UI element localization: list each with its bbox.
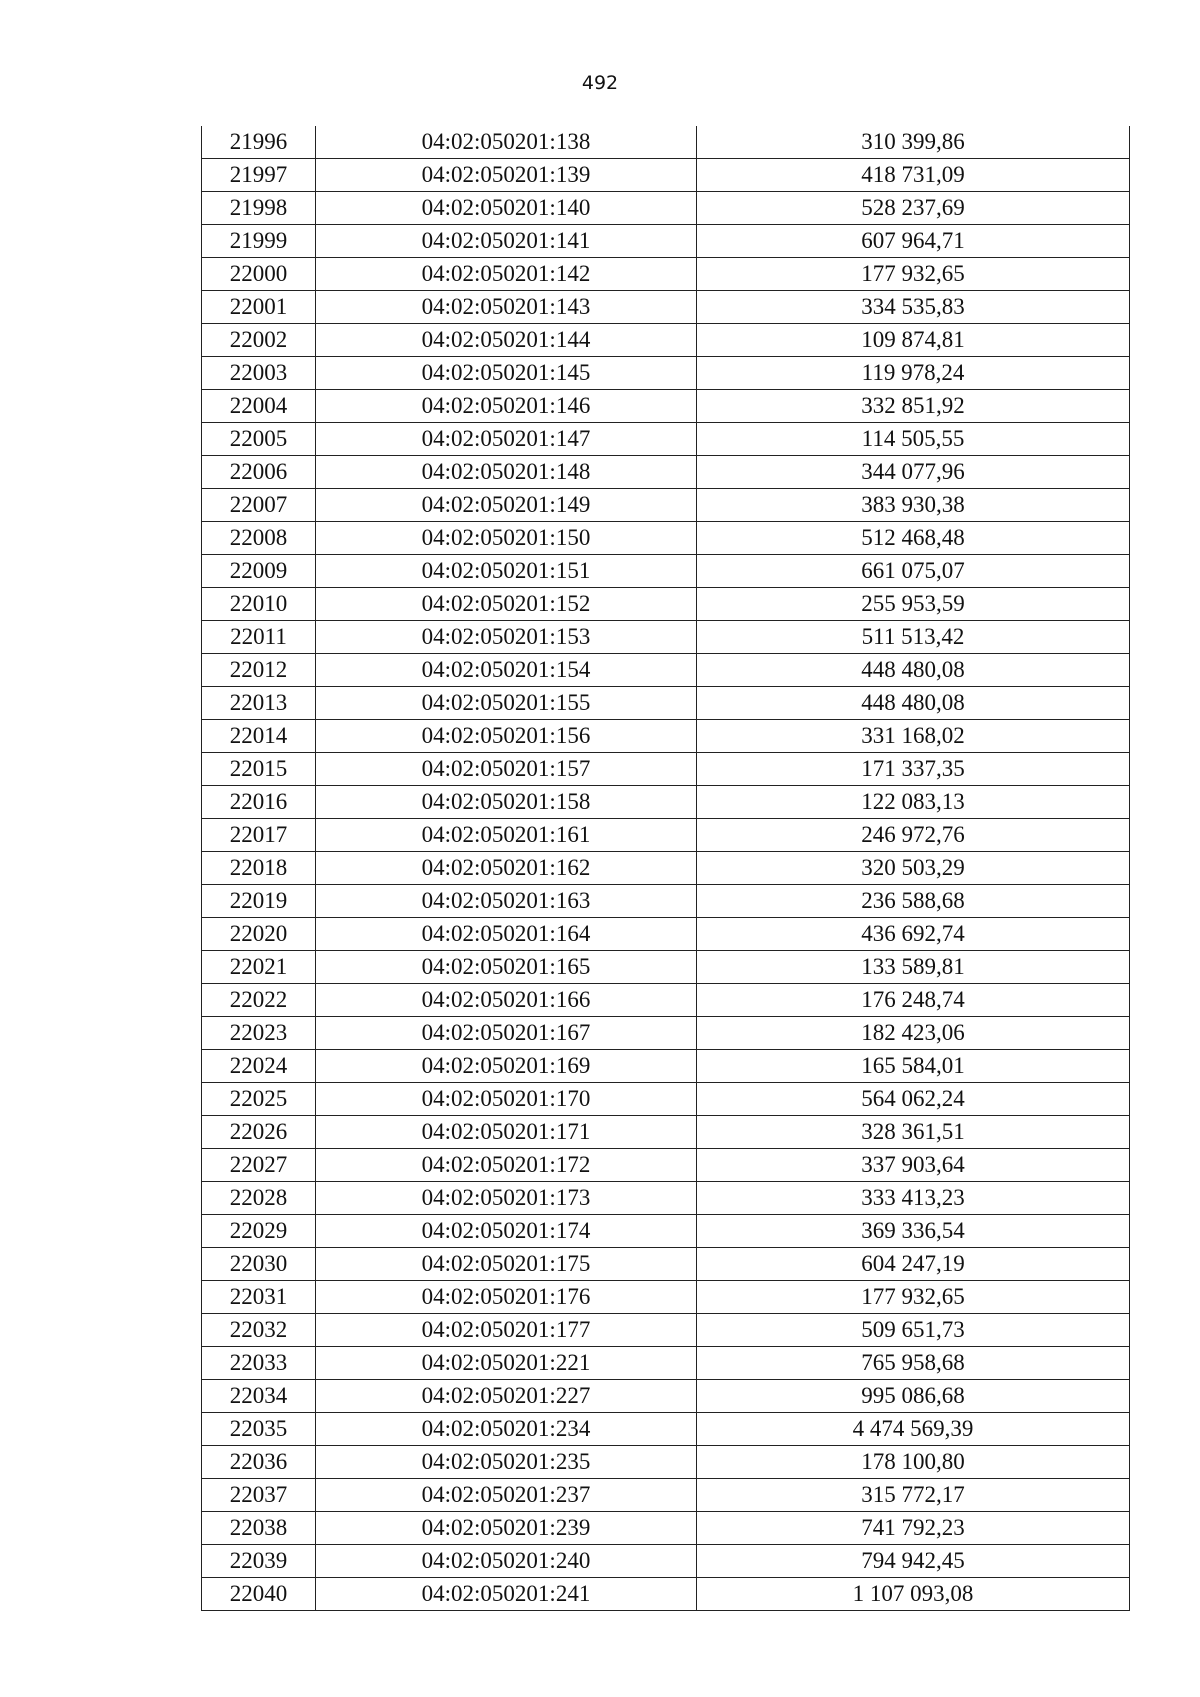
cadastral-number-cell: 04:02:050201:162 — [316, 852, 697, 885]
row-number-cell: 22024 — [202, 1050, 316, 1083]
table-row — [202, 390, 1130, 423]
cadastral-value-cell: 765 958,68 — [697, 1347, 1130, 1380]
table-row — [202, 819, 1130, 852]
row-number-cell: 22036 — [202, 1446, 316, 1479]
cadastral-value-cell: 236 588,68 — [697, 885, 1130, 918]
cadastral-value-cell: 255 953,59 — [697, 588, 1130, 621]
table-row — [202, 1512, 1130, 1545]
table-row — [202, 654, 1130, 687]
cadastral-value-cell: 332 851,92 — [697, 390, 1130, 423]
cadastral-number-cell: 04:02:050201:237 — [316, 1479, 697, 1512]
cadastral-value-cell: 661 075,07 — [697, 555, 1130, 588]
table-row — [202, 720, 1130, 753]
cadastral-number-cell: 04:02:050201:239 — [316, 1512, 697, 1545]
table-row — [202, 1479, 1130, 1512]
cadastral-value-cell: 418 731,09 — [697, 159, 1130, 192]
row-number-cell: 22023 — [202, 1017, 316, 1050]
cadastral-value-cell: 333 413,23 — [697, 1182, 1130, 1215]
row-number-cell: 22034 — [202, 1380, 316, 1413]
row-number-cell: 22003 — [202, 357, 316, 390]
row-number-cell: 22027 — [202, 1149, 316, 1182]
cadastral-value-cell: 448 480,08 — [697, 687, 1130, 720]
row-number-cell: 22030 — [202, 1248, 316, 1281]
row-number-cell: 22039 — [202, 1545, 316, 1578]
cadastral-value-cell: 182 423,06 — [697, 1017, 1130, 1050]
cadastral-number-cell: 04:02:050201:142 — [316, 258, 697, 291]
cadastral-value-cell: 331 168,02 — [697, 720, 1130, 753]
row-number-cell: 22025 — [202, 1083, 316, 1116]
cadastral-number-cell: 04:02:050201:167 — [316, 1017, 697, 1050]
cadastral-number-cell: 04:02:050201:153 — [316, 621, 697, 654]
table-row — [202, 1446, 1130, 1479]
cadastral-value-cell: 320 503,29 — [697, 852, 1130, 885]
cadastral-number-cell: 04:02:050201:221 — [316, 1347, 697, 1380]
table-row — [202, 258, 1130, 291]
cadastral-number-cell: 04:02:050201:240 — [316, 1545, 697, 1578]
table-row — [202, 1149, 1130, 1182]
row-number-cell: 22000 — [202, 258, 316, 291]
row-number-cell: 22016 — [202, 786, 316, 819]
cadastral-number-cell: 04:02:050201:158 — [316, 786, 697, 819]
table-row — [202, 918, 1130, 951]
cadastral-number-cell: 04:02:050201:171 — [316, 1116, 697, 1149]
cadastral-number-cell: 04:02:050201:161 — [316, 819, 697, 852]
cadastral-number-cell: 04:02:050201:172 — [316, 1149, 697, 1182]
cadastral-value-cell: 604 247,19 — [697, 1248, 1130, 1281]
table-row — [202, 1314, 1130, 1347]
row-number-cell: 22004 — [202, 390, 316, 423]
cadastral-number-cell: 04:02:050201:145 — [316, 357, 697, 390]
cadastral-value-cell: 171 337,35 — [697, 753, 1130, 786]
cadastral-number-cell: 04:02:050201:227 — [316, 1380, 697, 1413]
table-row — [202, 456, 1130, 489]
cadastral-number-cell: 04:02:050201:139 — [316, 159, 697, 192]
table-row — [202, 786, 1130, 819]
row-number-cell: 22026 — [202, 1116, 316, 1149]
table-row — [202, 159, 1130, 192]
row-number-cell: 21996 — [202, 126, 316, 159]
page-number: 492 — [581, 72, 619, 94]
table-row — [202, 984, 1130, 1017]
cadastral-number-cell: 04:02:050201:141 — [316, 225, 697, 258]
cadastral-number-cell: 04:02:050201:154 — [316, 654, 697, 687]
cadastral-number-cell: 04:02:050201:150 — [316, 522, 697, 555]
row-number-cell: 22012 — [202, 654, 316, 687]
cadastral-value-cell: 114 505,55 — [697, 423, 1130, 456]
cadastral-value-cell: 315 772,17 — [697, 1479, 1130, 1512]
cadastral-number-cell: 04:02:050201:152 — [316, 588, 697, 621]
cadastral-value-cell: 344 077,96 — [697, 456, 1130, 489]
cadastral-number-cell: 04:02:050201:163 — [316, 885, 697, 918]
table-row — [202, 1413, 1130, 1446]
cadastral-value-cell: 310 399,86 — [697, 126, 1130, 159]
cadastral-value-cell: 176 248,74 — [697, 984, 1130, 1017]
table-row — [202, 753, 1130, 786]
table-body — [202, 126, 1130, 1611]
cadastral-value-cell: 109 874,81 — [697, 324, 1130, 357]
row-number-cell: 22007 — [202, 489, 316, 522]
cadastral-value-cell: 177 932,65 — [697, 258, 1130, 291]
row-number-cell: 22038 — [202, 1512, 316, 1545]
cadastral-value-cell: 741 792,23 — [697, 1512, 1130, 1545]
table-row — [202, 687, 1130, 720]
row-number-cell: 22021 — [202, 951, 316, 984]
table-row — [202, 1083, 1130, 1116]
row-number-cell: 21997 — [202, 159, 316, 192]
cadastral-number-cell: 04:02:050201:174 — [316, 1215, 697, 1248]
row-number-cell: 22020 — [202, 918, 316, 951]
cadastral-value-cell: 328 361,51 — [697, 1116, 1130, 1149]
row-number-cell: 22035 — [202, 1413, 316, 1446]
cadastral-value-cell: 369 336,54 — [697, 1215, 1130, 1248]
cadastral-number-cell: 04:02:050201:235 — [316, 1446, 697, 1479]
table-row — [202, 1182, 1130, 1215]
table-row — [202, 885, 1130, 918]
cadastral-number-cell: 04:02:050201:143 — [316, 291, 697, 324]
cadastral-value-cell: 794 942,45 — [697, 1545, 1130, 1578]
table-row — [202, 324, 1130, 357]
cadastral-value-cell: 133 589,81 — [697, 951, 1130, 984]
cadastral-value-cell: 1 107 093,08 — [697, 1578, 1130, 1611]
table-row — [202, 1545, 1130, 1578]
cadastral-number-cell: 04:02:050201:155 — [316, 687, 697, 720]
cadastral-number-cell: 04:02:050201:173 — [316, 1182, 697, 1215]
cadastral-value-cell: 246 972,76 — [697, 819, 1130, 852]
cadastral-number-cell: 04:02:050201:144 — [316, 324, 697, 357]
cadastral-number-cell: 04:02:050201:138 — [316, 126, 697, 159]
cadastral-value-cell: 512 468,48 — [697, 522, 1130, 555]
cadastral-value-cell: 995 086,68 — [697, 1380, 1130, 1413]
row-number-cell: 22032 — [202, 1314, 316, 1347]
row-number-cell: 22010 — [202, 588, 316, 621]
table-row — [202, 1215, 1130, 1248]
row-number-cell: 22009 — [202, 555, 316, 588]
row-number-cell: 22008 — [202, 522, 316, 555]
cadastral-value-cell: 383 930,38 — [697, 489, 1130, 522]
cadastral-value-table — [201, 126, 1129, 1611]
cadastral-number-cell: 04:02:050201:149 — [316, 489, 697, 522]
row-number-cell: 22006 — [202, 456, 316, 489]
table-row — [202, 1248, 1130, 1281]
cadastral-number-cell: 04:02:050201:176 — [316, 1281, 697, 1314]
cadastral-value-cell: 165 584,01 — [697, 1050, 1130, 1083]
row-number-cell: 22033 — [202, 1347, 316, 1380]
row-number-cell: 22040 — [202, 1578, 316, 1611]
cadastral-value-cell: 4 474 569,39 — [697, 1413, 1130, 1446]
table-row — [202, 555, 1130, 588]
table-row — [202, 1380, 1130, 1413]
table-row — [202, 1017, 1130, 1050]
table-row — [202, 1050, 1130, 1083]
row-number-cell: 22018 — [202, 852, 316, 885]
row-number-cell: 22002 — [202, 324, 316, 357]
table-row — [202, 423, 1130, 456]
row-number-cell: 22014 — [202, 720, 316, 753]
cadastral-number-cell: 04:02:050201:156 — [316, 720, 697, 753]
table-row — [202, 621, 1130, 654]
table-row — [202, 1578, 1130, 1611]
cadastral-number-cell: 04:02:050201:146 — [316, 390, 697, 423]
cadastral-number-cell: 04:02:050201:170 — [316, 1083, 697, 1116]
table-row — [202, 192, 1130, 225]
table-row — [202, 1281, 1130, 1314]
cadastral-number-cell: 04:02:050201:166 — [316, 984, 697, 1017]
cadastral-number-cell: 04:02:050201:164 — [316, 918, 697, 951]
cadastral-number-cell: 04:02:050201:148 — [316, 456, 697, 489]
row-number-cell: 21998 — [202, 192, 316, 225]
cadastral-number-cell: 04:02:050201:165 — [316, 951, 697, 984]
cadastral-value-cell: 448 480,08 — [697, 654, 1130, 687]
row-number-cell: 22022 — [202, 984, 316, 1017]
row-number-cell: 22005 — [202, 423, 316, 456]
table-row — [202, 588, 1130, 621]
cadastral-value-cell: 337 903,64 — [697, 1149, 1130, 1182]
cadastral-number-cell: 04:02:050201:169 — [316, 1050, 697, 1083]
cadastral-value-cell: 119 978,24 — [697, 357, 1130, 390]
row-number-cell: 22001 — [202, 291, 316, 324]
cadastral-number-cell: 04:02:050201:234 — [316, 1413, 697, 1446]
table-row — [202, 951, 1130, 984]
cadastral-value-cell: 334 535,83 — [697, 291, 1130, 324]
table-row — [202, 1116, 1130, 1149]
cadastral-number-cell: 04:02:050201:147 — [316, 423, 697, 456]
cadastral-number-cell: 04:02:050201:175 — [316, 1248, 697, 1281]
cadastral-value-cell: 122 083,13 — [697, 786, 1130, 819]
cadastral-value-cell: 178 100,80 — [697, 1446, 1130, 1479]
row-number-cell: 22017 — [202, 819, 316, 852]
row-number-cell: 22015 — [202, 753, 316, 786]
cadastral-value-cell: 436 692,74 — [697, 918, 1130, 951]
cadastral-value-cell: 607 964,71 — [697, 225, 1130, 258]
row-number-cell: 22037 — [202, 1479, 316, 1512]
table-row — [202, 357, 1130, 390]
row-number-cell: 22031 — [202, 1281, 316, 1314]
cadastral-number-cell: 04:02:050201:151 — [316, 555, 697, 588]
table-row — [202, 126, 1130, 159]
table-row — [202, 1347, 1130, 1380]
row-number-cell: 21999 — [202, 225, 316, 258]
table-row — [202, 522, 1130, 555]
cadastral-number-cell: 04:02:050201:241 — [316, 1578, 697, 1611]
cadastral-number-cell: 04:02:050201:177 — [316, 1314, 697, 1347]
cadastral-value-cell: 177 932,65 — [697, 1281, 1130, 1314]
table-row — [202, 852, 1130, 885]
data-table — [201, 126, 1130, 1611]
row-number-cell: 22011 — [202, 621, 316, 654]
row-number-cell: 22019 — [202, 885, 316, 918]
table-row — [202, 489, 1130, 522]
cadastral-value-cell: 564 062,24 — [697, 1083, 1130, 1116]
table-row — [202, 225, 1130, 258]
row-number-cell: 22013 — [202, 687, 316, 720]
row-number-cell: 22029 — [202, 1215, 316, 1248]
cadastral-value-cell: 528 237,69 — [697, 192, 1130, 225]
table-row — [202, 291, 1130, 324]
row-number-cell: 22028 — [202, 1182, 316, 1215]
cadastral-number-cell: 04:02:050201:157 — [316, 753, 697, 786]
cadastral-value-cell: 509 651,73 — [697, 1314, 1130, 1347]
cadastral-number-cell: 04:02:050201:140 — [316, 192, 697, 225]
cadastral-value-cell: 511 513,42 — [697, 621, 1130, 654]
